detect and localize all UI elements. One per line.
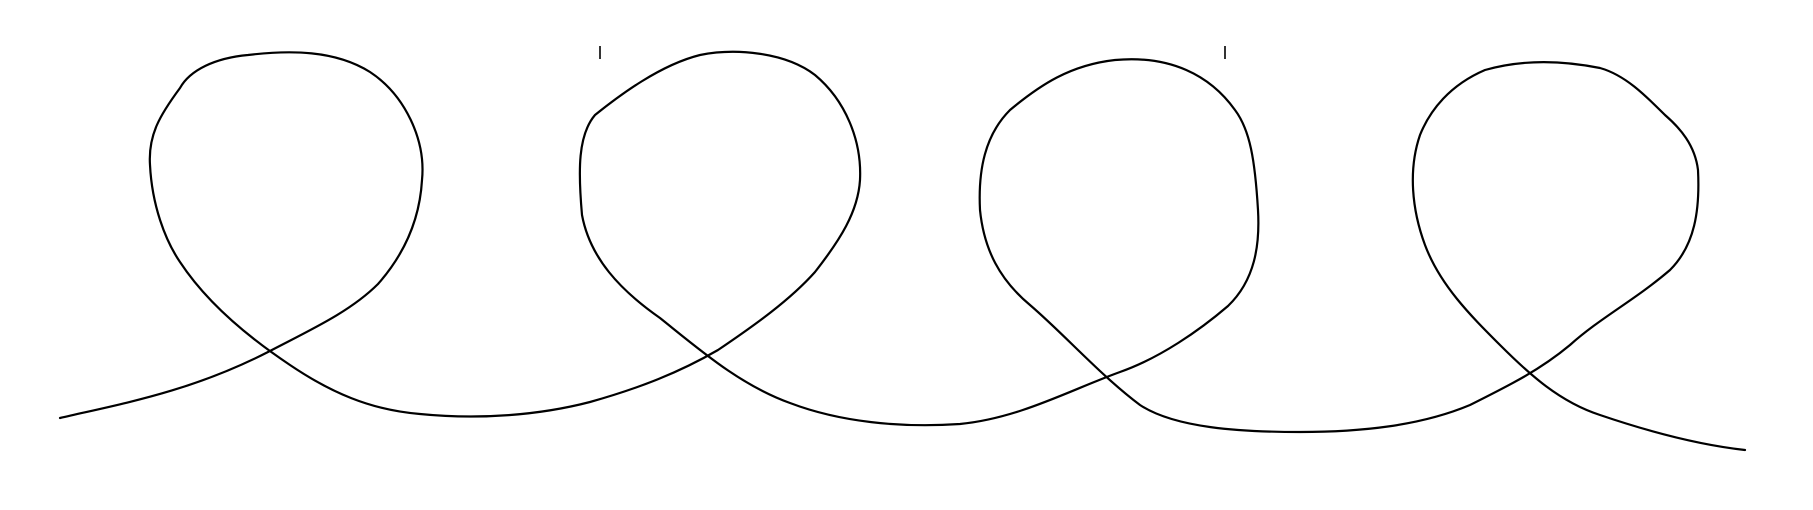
loop-stroke: [60, 52, 1745, 450]
